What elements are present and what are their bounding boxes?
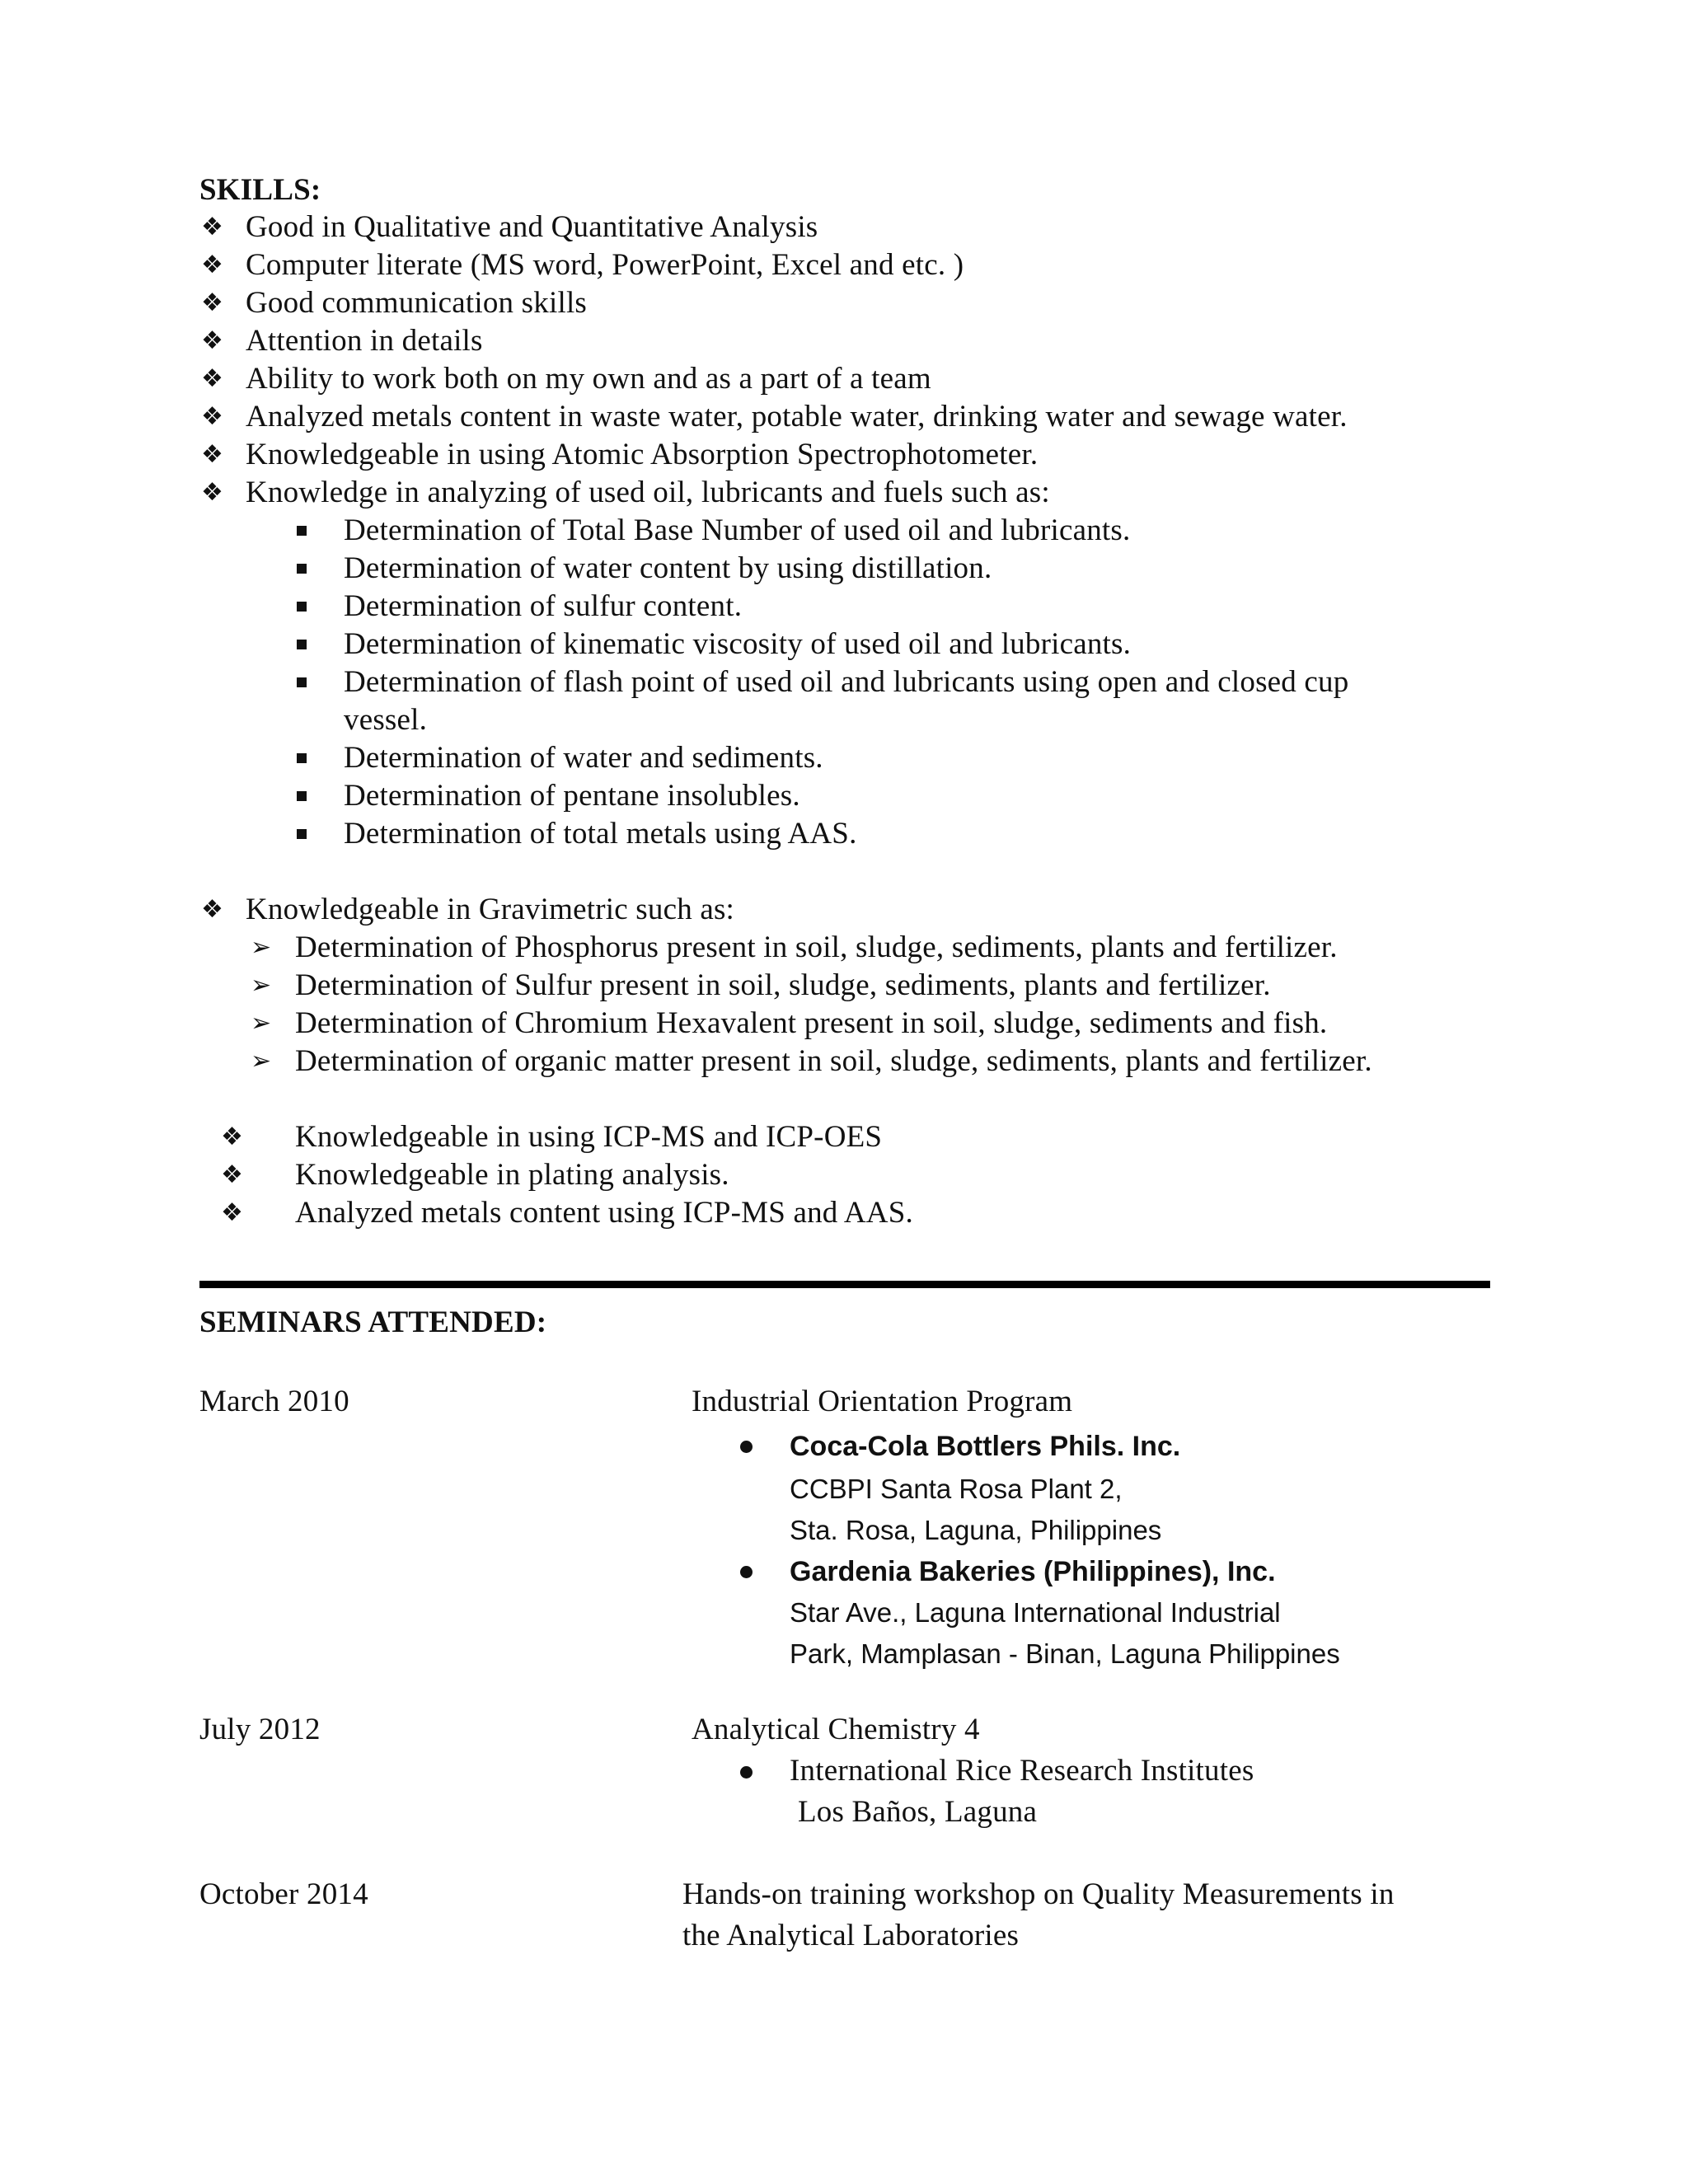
gravimetric-subitem: Determination of Sulfur present in soil, sludge, sediments, plants and fertilizer. xyxy=(295,968,1271,1002)
seminars-heading: SEMINARS ATTENDED: xyxy=(199,1305,547,1339)
diamond-bullet-icon: ❖ xyxy=(201,213,223,241)
skill-item: Computer literate (MS word, PowerPoint, Excel and etc. ) xyxy=(246,248,964,282)
square-bullet-icon xyxy=(297,525,307,540)
seminar-title: Hands-on training workshop on Quality Measurements in xyxy=(682,1877,1395,1911)
gravimetric-heading: Knowledgeable in Gravimetric such as: xyxy=(246,893,735,926)
skill-item: Analyzed metals content in waste water, potable water, drinking water and sewage water. xyxy=(246,400,1348,434)
diamond-bullet-icon: ❖ xyxy=(201,402,223,431)
square-bullet-icon xyxy=(297,828,307,843)
arrow-bullet-icon: ➢ xyxy=(251,1047,272,1076)
square-bullet-icon xyxy=(297,601,307,616)
arrow-bullet-icon: ➢ xyxy=(251,1009,272,1038)
seminar-date: July 2012 xyxy=(199,1713,321,1746)
skill-item: Knowledgeable in using ICP-MS and ICP-OES xyxy=(295,1120,883,1154)
skill-item: Knowledgeable in using Atomic Absorption Spectrophotometer. xyxy=(246,438,1039,471)
oil-subitem: Determination of flash point of used oil and lubricants using open and closed cup xyxy=(344,665,1349,699)
seminar-place-name: Gardenia Bakeries (Philippines), Inc. xyxy=(790,1556,1276,1587)
skill-item: Knowledge in analyzing of used oil, lubricants and fuels such as: xyxy=(246,476,1050,509)
gravimetric-subitem: Determination of Chromium Hexavalent present in soil, sludge, sediments and fish. xyxy=(295,1006,1328,1040)
seminar-place-line: Los Baños, Laguna xyxy=(798,1795,1038,1829)
seminar-place-name: International Rice Research Institutes xyxy=(790,1754,1254,1788)
diamond-bullet-icon: ❖ xyxy=(201,478,223,507)
bullet-dot-icon xyxy=(740,1441,753,1457)
diamond-bullet-icon: ❖ xyxy=(201,288,223,317)
bullet-dot-icon xyxy=(740,1766,753,1783)
gravimetric-subitem: Determination of Phosphorus present in soil, sludge, sediments, plants and fertilizer. xyxy=(295,930,1338,964)
skill-item: Analyzed metals content using ICP-MS and AAS. xyxy=(295,1196,913,1230)
diamond-bullet-icon: ❖ xyxy=(221,1122,243,1151)
arrow-bullet-icon: ➢ xyxy=(251,971,272,1000)
diamond-bullet-icon: ❖ xyxy=(201,251,223,279)
diamond-bullet-icon: ❖ xyxy=(201,440,223,469)
diamond-bullet-icon: ❖ xyxy=(221,1160,243,1189)
oil-subitem: Determination of kinematic viscosity of used oil and lubricants. xyxy=(344,627,1132,661)
oil-subitem: Determination of water and sediments. xyxy=(344,741,823,775)
diamond-bullet-icon: ❖ xyxy=(221,1198,243,1227)
square-bullet-icon xyxy=(297,790,307,805)
seminar-title: Industrial Orientation Program xyxy=(692,1385,1073,1418)
section-divider xyxy=(199,1281,1490,1288)
skill-item: Good in Qualitative and Quantitative Analysis xyxy=(246,210,818,244)
oil-subitem: Determination of water content by using distillation. xyxy=(344,551,992,585)
diamond-bullet-icon: ❖ xyxy=(201,326,223,355)
seminar-place-name: Coca-Cola Bottlers Phils. Inc. xyxy=(790,1431,1181,1462)
oil-subitem: Determination of sulfur content. xyxy=(344,589,743,623)
seminar-date: October 2014 xyxy=(199,1877,368,1911)
seminar-title-continuation: the Analytical Laboratories xyxy=(682,1919,1020,1952)
oil-subitem: Determination of pentane insolubles. xyxy=(344,779,800,813)
square-bullet-icon xyxy=(297,563,307,578)
seminar-place-line: CCBPI Santa Rosa Plant 2, xyxy=(790,1474,1123,1504)
skills-heading: SKILLS: xyxy=(199,173,321,207)
skill-item: Ability to work both on my own and as a part of a team xyxy=(246,362,931,396)
gravimetric-subitem: Determination of organic matter present in soil, sludge, sediments, plants and fertilizer. xyxy=(295,1044,1372,1078)
seminar-place-line: Star Ave., Laguna International Industrial xyxy=(790,1597,1281,1628)
square-bullet-icon xyxy=(297,677,307,691)
square-bullet-icon xyxy=(297,639,307,654)
seminar-place-line: Sta. Rosa, Laguna, Philippines xyxy=(790,1515,1162,1545)
bullet-dot-icon xyxy=(740,1566,753,1582)
oil-subitem: Determination of total metals using AAS. xyxy=(344,817,857,851)
square-bullet-icon xyxy=(297,752,307,767)
seminar-place-line: Park, Mamplasan - Binan, Laguna Philippines xyxy=(790,1638,1340,1669)
seminar-date: March 2010 xyxy=(199,1385,349,1418)
oil-subitem-continuation: vessel. xyxy=(344,703,428,737)
diamond-bullet-icon: ❖ xyxy=(201,364,223,393)
skill-item: Knowledgeable in plating analysis. xyxy=(295,1158,729,1192)
skill-item: Attention in details xyxy=(246,324,483,358)
skill-item: Good communication skills xyxy=(246,286,588,320)
diamond-bullet-icon: ❖ xyxy=(201,895,223,924)
arrow-bullet-icon: ➢ xyxy=(251,933,272,962)
seminar-title: Analytical Chemistry 4 xyxy=(692,1713,980,1746)
oil-subitem: Determination of Total Base Number of used oil and lubricants. xyxy=(344,513,1131,547)
